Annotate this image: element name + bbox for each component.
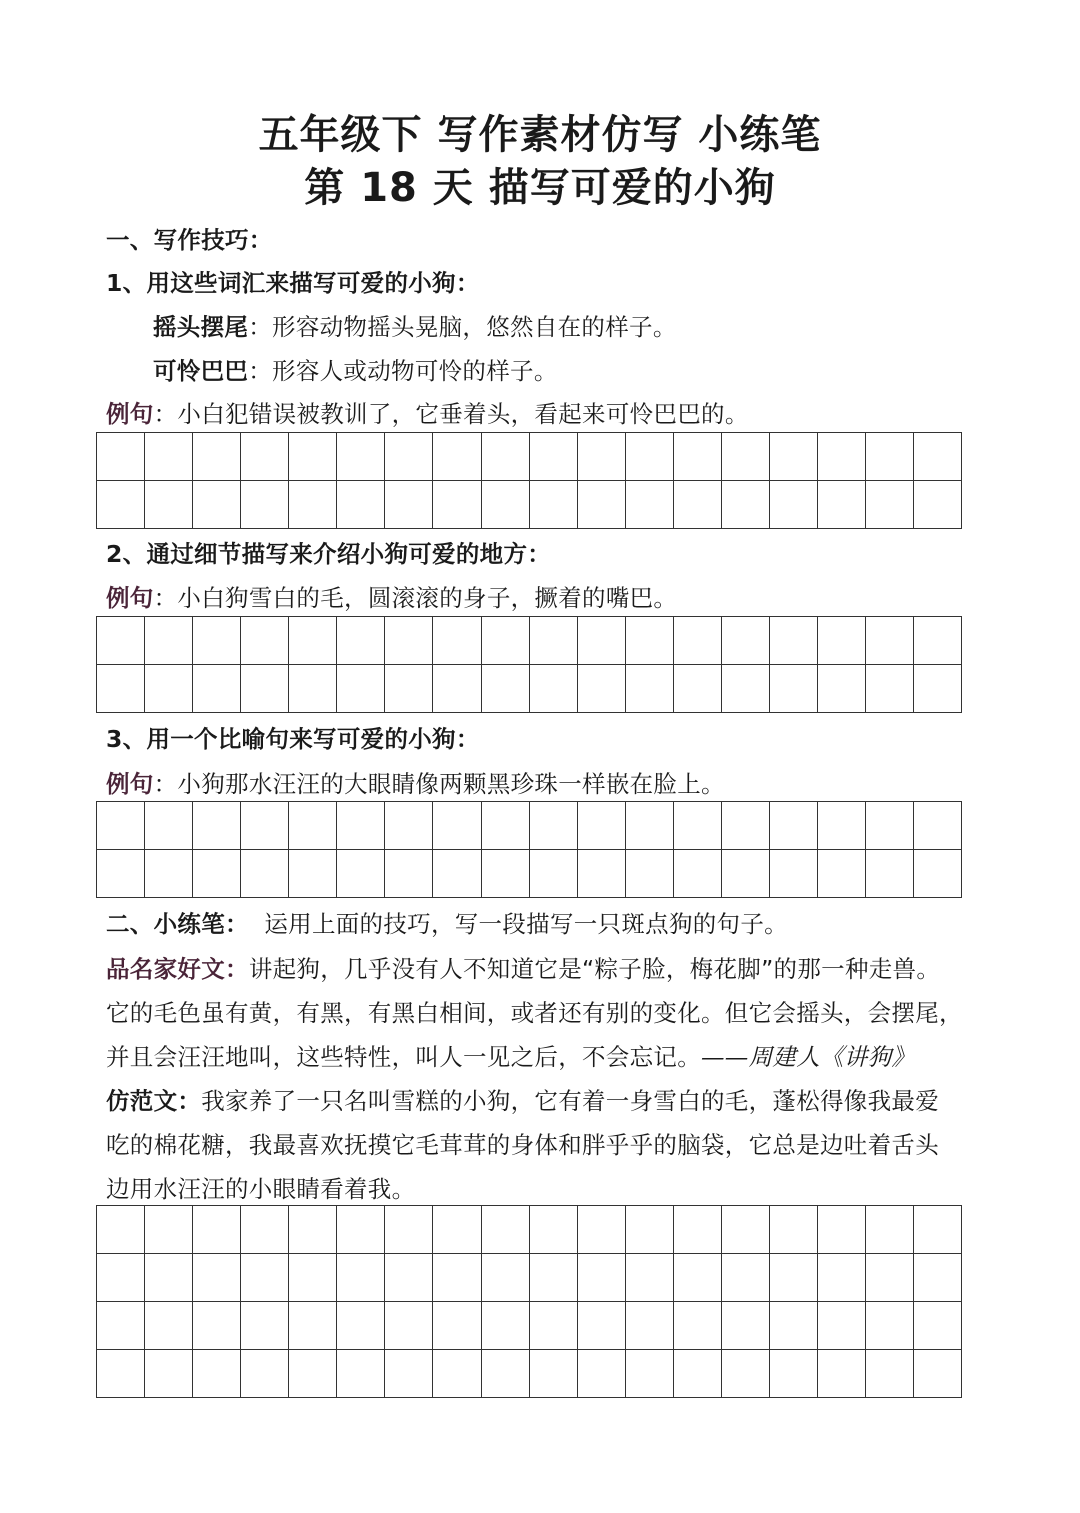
grid-cell[interactable] — [577, 616, 625, 664]
writing-grid-2[interactable] — [96, 616, 962, 713]
grid-cell[interactable] — [240, 616, 288, 664]
grid-cell[interactable] — [769, 1301, 817, 1349]
grid-cell[interactable] — [625, 1253, 673, 1301]
grid-cell[interactable] — [384, 1301, 432, 1349]
grid-cell[interactable] — [913, 1349, 961, 1397]
grid-cell[interactable] — [769, 1253, 817, 1301]
section2-heading — [106, 906, 788, 942]
grid-cell[interactable] — [384, 1205, 432, 1253]
grid-cell[interactable] — [913, 1205, 961, 1253]
grid-cell[interactable] — [96, 1301, 144, 1349]
grid-cell[interactable] — [721, 664, 769, 712]
grid-cell[interactable] — [288, 849, 336, 897]
vocab-meaning: 形容动物摇头晃脑，悠然自在的样子。 — [272, 313, 677, 341]
grid-cell[interactable] — [673, 432, 721, 480]
grid-cell[interactable] — [384, 616, 432, 664]
grid-cell[interactable] — [192, 664, 240, 712]
grid-cell[interactable] — [529, 616, 577, 664]
vocab-term: 摇头摆尾 — [153, 313, 249, 341]
grid-cell[interactable] — [529, 1253, 577, 1301]
grid-cell[interactable] — [721, 432, 769, 480]
grid-cell[interactable] — [96, 664, 144, 712]
grid-cell[interactable] — [673, 616, 721, 664]
example-sep: ： — [153, 770, 178, 798]
writing-grid-3[interactable] — [96, 801, 962, 898]
grid-cell[interactable] — [336, 849, 384, 897]
grid-cell[interactable] — [432, 664, 480, 712]
grid-cell[interactable] — [625, 849, 673, 897]
grid-cell[interactable] — [240, 432, 288, 480]
grid-row — [96, 1253, 961, 1301]
grid-cell[interactable] — [144, 1253, 192, 1301]
grid-cell[interactable] — [336, 1301, 384, 1349]
grid-cell[interactable] — [577, 1301, 625, 1349]
grid-cell[interactable] — [913, 1253, 961, 1301]
grid-cell[interactable] — [529, 1349, 577, 1397]
grid-cell[interactable] — [336, 1253, 384, 1301]
famous-author: ——周建人《讲狗》 — [701, 1043, 916, 1071]
grid-cell[interactable] — [673, 849, 721, 897]
grid-cell[interactable] — [288, 1349, 336, 1397]
item3-heading: 3、用一个比喻句来写可爱的小狗： — [106, 725, 480, 753]
grid-cell[interactable] — [96, 1349, 144, 1397]
grid-cell[interactable] — [144, 1205, 192, 1253]
example-sep: ： — [153, 400, 178, 428]
grid-cell[interactable] — [384, 1349, 432, 1397]
grid-cell[interactable] — [817, 1253, 865, 1301]
grid-cell[interactable] — [865, 480, 913, 528]
grid-cell[interactable] — [288, 480, 336, 528]
vocab-meaning: 形容人或动物可怜的样子。 — [272, 357, 558, 385]
grid-cell[interactable] — [481, 664, 529, 712]
grid-cell[interactable] — [96, 801, 144, 849]
grid-cell[interactable] — [336, 480, 384, 528]
vocab-sep: ： — [248, 313, 273, 341]
grid-cell[interactable] — [240, 664, 288, 712]
grid-cell[interactable] — [913, 1301, 961, 1349]
grid-cell[interactable] — [529, 849, 577, 897]
grid-cell[interactable] — [625, 1349, 673, 1397]
grid-cell[interactable] — [625, 1301, 673, 1349]
grid-row — [96, 432, 961, 480]
grid-cell[interactable] — [96, 616, 144, 664]
grid-cell[interactable] — [240, 1349, 288, 1397]
vocab-item-2 — [153, 353, 558, 389]
grid-cell[interactable] — [144, 664, 192, 712]
grid-cell[interactable] — [529, 664, 577, 712]
example-label: 例句 — [106, 400, 154, 428]
grid-cell[interactable] — [240, 849, 288, 897]
famous-label: 品名家好文： — [106, 955, 249, 983]
grid-cell[interactable] — [192, 849, 240, 897]
grid-cell[interactable] — [432, 1301, 480, 1349]
grid-cell[interactable] — [240, 480, 288, 528]
grid-cell[interactable] — [625, 480, 673, 528]
famous-text: 并且会汪汪地叫，这些特性，叫人一见之后，不会忘记。 — [106, 1043, 701, 1071]
grid-cell[interactable] — [481, 480, 529, 528]
grid-cell[interactable] — [913, 480, 961, 528]
grid-cell[interactable] — [913, 801, 961, 849]
grid-cell[interactable] — [673, 801, 721, 849]
grid-cell[interactable] — [240, 801, 288, 849]
grid-cell[interactable] — [96, 480, 144, 528]
grid-cell[interactable] — [625, 432, 673, 480]
example-sentence-1 — [106, 396, 749, 432]
grid-cell[interactable] — [625, 616, 673, 664]
grid-cell[interactable] — [192, 1301, 240, 1349]
grid-cell[interactable] — [288, 1205, 336, 1253]
grid-row — [96, 1301, 961, 1349]
grid-cell[interactable] — [577, 849, 625, 897]
grid-cell[interactable] — [673, 1205, 721, 1253]
grid-cell[interactable] — [288, 616, 336, 664]
famous-passage-line1 — [106, 951, 940, 987]
grid-cell[interactable] — [529, 480, 577, 528]
grid-cell[interactable] — [577, 480, 625, 528]
grid-row — [96, 1349, 961, 1397]
example-text: 小白犯错误被教训了，它垂着头，看起来可怜巴巴的。 — [177, 400, 749, 428]
grid-cell[interactable] — [192, 1253, 240, 1301]
grid-cell[interactable] — [769, 1205, 817, 1253]
grid-cell[interactable] — [384, 801, 432, 849]
grid-cell[interactable] — [673, 1253, 721, 1301]
grid-cell[interactable] — [577, 1205, 625, 1253]
grid-cell[interactable] — [865, 1253, 913, 1301]
grid-cell[interactable] — [432, 480, 480, 528]
grid-cell[interactable] — [432, 801, 480, 849]
grid-cell[interactable] — [192, 1205, 240, 1253]
grid-cell[interactable] — [865, 801, 913, 849]
model-label: 仿范文： — [106, 1087, 202, 1115]
grid-cell[interactable] — [384, 432, 432, 480]
example-sep: ： — [153, 584, 178, 612]
example-text: 小狗那水汪汪的大眼睛像两颗黑珍珠一样嵌在脸上。 — [177, 770, 725, 798]
grid-cell[interactable] — [96, 1253, 144, 1301]
grid-cell[interactable] — [529, 432, 577, 480]
grid-cell[interactable] — [769, 849, 817, 897]
grid-cell[interactable] — [384, 480, 432, 528]
writing-grid-1[interactable] — [96, 432, 962, 529]
grid-cell[interactable] — [721, 1253, 769, 1301]
grid-cell[interactable] — [865, 1349, 913, 1397]
grid-cell[interactable] — [817, 801, 865, 849]
grid-row — [96, 849, 961, 897]
grid-cell[interactable] — [817, 1349, 865, 1397]
grid-cell[interactable] — [817, 664, 865, 712]
grid-cell[interactable] — [192, 480, 240, 528]
grid-cell[interactable] — [336, 616, 384, 664]
writing-grid-4[interactable] — [96, 1205, 962, 1398]
grid-cell[interactable] — [577, 801, 625, 849]
grid-cell[interactable] — [817, 1205, 865, 1253]
grid-cell[interactable] — [96, 432, 144, 480]
grid-cell[interactable] — [865, 664, 913, 712]
grid-cell[interactable] — [144, 616, 192, 664]
section2-heading-label: 二、小练笔： — [106, 910, 249, 938]
grid-cell[interactable] — [529, 1205, 577, 1253]
vocab-item-1 — [153, 309, 677, 345]
grid-cell[interactable] — [817, 849, 865, 897]
section2-instruction: 运用上面的技巧，写一段描写一只斑点狗的句子。 — [264, 910, 788, 938]
grid-cell[interactable] — [432, 849, 480, 897]
grid-cell[interactable] — [625, 664, 673, 712]
grid-cell[interactable] — [529, 801, 577, 849]
grid-cell[interactable] — [336, 664, 384, 712]
grid-cell[interactable] — [865, 1301, 913, 1349]
grid-cell[interactable] — [769, 1349, 817, 1397]
grid-cell[interactable] — [913, 664, 961, 712]
grid-cell[interactable] — [481, 1253, 529, 1301]
grid-cell[interactable] — [481, 1205, 529, 1253]
grid-row — [96, 1205, 961, 1253]
grid-cell[interactable] — [336, 1205, 384, 1253]
grid-cell[interactable] — [96, 1205, 144, 1253]
grid-cell[interactable] — [481, 801, 529, 849]
grid-cell[interactable] — [481, 849, 529, 897]
grid-cell[interactable] — [817, 480, 865, 528]
vocab-sep: ： — [248, 357, 273, 385]
grid-cell[interactable] — [192, 1349, 240, 1397]
grid-cell[interactable] — [144, 1349, 192, 1397]
grid-cell[interactable] — [192, 432, 240, 480]
grid-cell[interactable] — [384, 664, 432, 712]
grid-cell[interactable] — [625, 1205, 673, 1253]
example-label: 例句 — [106, 770, 154, 798]
grid-cell[interactable] — [529, 1301, 577, 1349]
grid-cell[interactable] — [481, 1349, 529, 1397]
grid-cell[interactable] — [432, 432, 480, 480]
grid-cell[interactable] — [913, 849, 961, 897]
grid-cell[interactable] — [865, 432, 913, 480]
grid-row — [96, 480, 961, 528]
grid-cell[interactable] — [865, 616, 913, 664]
grid-cell[interactable] — [481, 432, 529, 480]
grid-cell[interactable] — [336, 432, 384, 480]
grid-cell[interactable] — [288, 801, 336, 849]
grid-cell[interactable] — [144, 849, 192, 897]
grid-cell[interactable] — [577, 664, 625, 712]
example-label: 例句 — [106, 584, 154, 612]
model-passage-line1 — [106, 1083, 939, 1119]
section1-heading: 一、写作技巧： — [106, 226, 273, 254]
grid-cell[interactable] — [192, 801, 240, 849]
grid-cell[interactable] — [673, 480, 721, 528]
grid-cell[interactable] — [96, 849, 144, 897]
famous-text: 讲起狗，几乎没有人不知道它是“粽子脸，梅花脚”的那一种走兽。 — [248, 955, 941, 983]
grid-cell[interactable] — [481, 616, 529, 664]
grid-cell[interactable] — [240, 1301, 288, 1349]
grid-cell[interactable] — [769, 616, 817, 664]
grid-cell[interactable] — [432, 1349, 480, 1397]
item2-heading: 2、通过细节描写来介绍小狗可爱的地方： — [106, 540, 552, 568]
grid-row — [96, 664, 961, 712]
model-passage-line2: 吃的棉花糖，我最喜欢抚摸它毛茸茸的身体和胖乎乎的脑袋，它总是边吐着舌头 — [106, 1131, 939, 1159]
grid-cell[interactable] — [288, 664, 336, 712]
grid-cell[interactable] — [432, 616, 480, 664]
grid-cell[interactable] — [673, 664, 721, 712]
grid-cell[interactable] — [721, 480, 769, 528]
grid-cell[interactable] — [432, 1253, 480, 1301]
example-sentence-2 — [106, 580, 677, 616]
grid-cell[interactable] — [384, 849, 432, 897]
grid-cell[interactable] — [673, 1349, 721, 1397]
grid-cell[interactable] — [721, 616, 769, 664]
item1-heading: 1、用这些词汇来描写可爱的小狗： — [106, 269, 480, 297]
grid-cell[interactable] — [144, 432, 192, 480]
example-sentence-3 — [106, 766, 725, 802]
grid-cell[interactable] — [288, 1301, 336, 1349]
page-title-line1: 五年级下 写作素材仿写 小练笔 — [258, 112, 822, 158]
grid-cell[interactable] — [769, 801, 817, 849]
example-text: 小白狗雪白的毛，圆滚滚的身子，撅着的嘴巴。 — [177, 584, 678, 612]
grid-cell[interactable] — [817, 432, 865, 480]
grid-cell[interactable] — [721, 801, 769, 849]
page-title-line2: 第 18 天 描写可爱的小狗 — [304, 165, 776, 211]
grid-cell[interactable] — [817, 1301, 865, 1349]
famous-passage-line2: 它的毛色虽有黄，有黑，有黑白相间，或者还有别的变化。但它会摇头，会摆尾， — [106, 999, 963, 1027]
vocab-term: 可怜巴巴 — [153, 357, 249, 385]
grid-cell[interactable] — [144, 1301, 192, 1349]
grid-cell[interactable] — [240, 1253, 288, 1301]
model-text: 我家养了一只名叫雪糕的小狗，它有着一身雪白的毛，蓬松得像我最爱 — [201, 1087, 940, 1115]
grid-cell[interactable] — [721, 1205, 769, 1253]
grid-cell[interactable] — [913, 616, 961, 664]
grid-cell[interactable] — [769, 432, 817, 480]
grid-cell[interactable] — [481, 1301, 529, 1349]
famous-passage-line3 — [106, 1039, 915, 1075]
grid-cell[interactable] — [384, 1253, 432, 1301]
grid-cell[interactable] — [144, 480, 192, 528]
grid-cell[interactable] — [192, 616, 240, 664]
grid-cell[interactable] — [721, 1349, 769, 1397]
grid-cell[interactable] — [577, 432, 625, 480]
grid-cell[interactable] — [432, 1205, 480, 1253]
grid-cell[interactable] — [865, 849, 913, 897]
grid-cell[interactable] — [577, 1349, 625, 1397]
grid-cell[interactable] — [865, 1205, 913, 1253]
grid-cell[interactable] — [577, 1253, 625, 1301]
grid-cell[interactable] — [144, 801, 192, 849]
grid-cell[interactable] — [913, 432, 961, 480]
grid-cell[interactable] — [288, 1253, 336, 1301]
grid-cell[interactable] — [336, 801, 384, 849]
grid-cell[interactable] — [288, 432, 336, 480]
grid-cell[interactable] — [336, 1349, 384, 1397]
grid-cell[interactable] — [625, 801, 673, 849]
grid-cell[interactable] — [673, 1301, 721, 1349]
grid-cell[interactable] — [769, 480, 817, 528]
grid-cell[interactable] — [240, 1205, 288, 1253]
grid-cell[interactable] — [817, 616, 865, 664]
grid-cell[interactable] — [721, 849, 769, 897]
grid-row — [96, 801, 961, 849]
grid-cell[interactable] — [769, 664, 817, 712]
grid-cell[interactable] — [721, 1301, 769, 1349]
grid-row — [96, 616, 961, 664]
model-passage-line3: 边用水汪汪的小眼睛看着我。 — [106, 1175, 416, 1203]
